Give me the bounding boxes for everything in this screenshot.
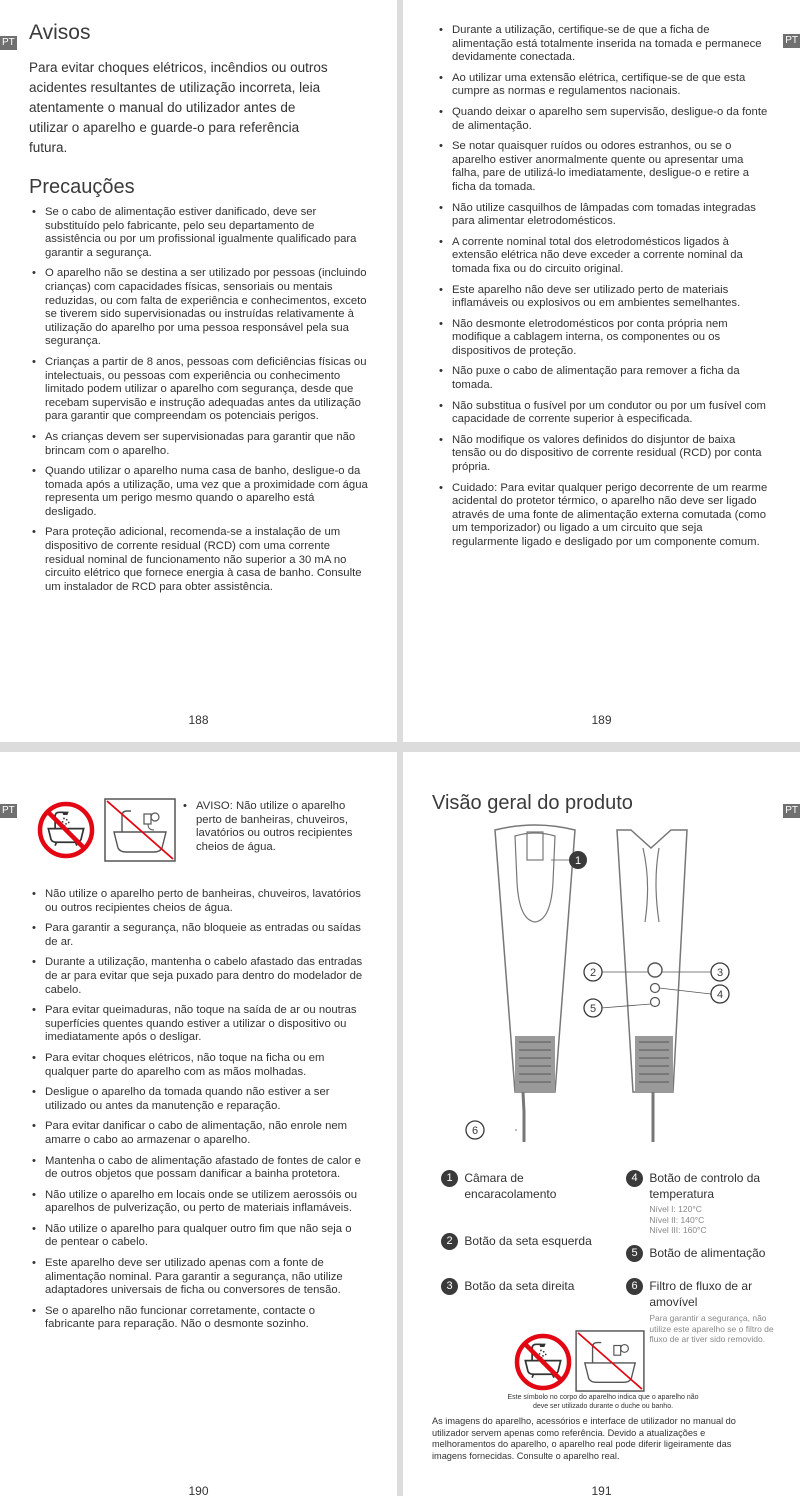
language-tag: PT (785, 35, 798, 46)
part-number: 1 (441, 1170, 458, 1187)
callout-5-label: 5 (589, 1003, 597, 1015)
no-bath-prohibition-icon (36, 800, 96, 860)
part-5 (626, 1245, 786, 1262)
callout-6-label: 6 (471, 1125, 479, 1137)
callout-1-label: 1 (574, 855, 582, 867)
list-item: • Se o aparelho não funcionar corretamente, contacte o fabricante para reparação. Não o desmonte sozinho. (29, 1305, 364, 1332)
appliance-near-bath-icon (575, 1330, 645, 1392)
list-item: • Durante a utilização, certifique-se de que a ficha de alimentação está totalmente inserida na tomada e permanece devidamente conectada. (436, 24, 771, 65)
list-item: • Para garantir a segurança, não bloqueie as entradas ou saídas de ar. (29, 922, 364, 949)
no-bath-prohibition-icon (513, 1332, 573, 1392)
list-item: • Durante a utilização, mantenha o cabelo afastado das entradas de ar para evitar que seja puxado para dentro do modelador de cabelo. (29, 956, 364, 997)
page-190 (0, 752, 397, 1496)
page-title: Avisos (29, 21, 91, 44)
page-189 (403, 0, 800, 742)
part-4 (626, 1170, 776, 1236)
part-label: Câmara de encaracolamento (464, 1171, 557, 1201)
page-number: 189 (591, 713, 612, 727)
callout-4-label: 4 (716, 989, 724, 1001)
list-item: • Se o cabo de alimentação estiver danificado, deve ser substituído pelo fabricante, pelo seu departamento de assistência ou por um profissional igualmente qualificado para garantir a segurança. (29, 206, 369, 260)
language-tag: PT (2, 37, 15, 48)
part-number: 5 (626, 1245, 643, 1262)
part-number: 6 (626, 1278, 643, 1295)
part-label: Filtro de fluxo de ar amovível (649, 1279, 753, 1309)
list-item: • Se notar quaisquer ruídos ou odores estranhos, ou se o aparelho estiver anormalmente quente ou apresentar uma falha, pare de utilizá-lo imediatamente, desligue-o e retire a ficha da tomada. (436, 140, 771, 194)
temp-level-3: Nível III: 160°C (649, 1225, 707, 1235)
list-item: • A corrente nominal total dos eletrodomésticos ligados à extensão elétrica não deve exceder a corrente nominal da tomada fixa ou do circuito original. (436, 236, 771, 277)
part-number: 2 (441, 1233, 458, 1250)
language-tag: PT (785, 805, 798, 816)
page-191 (403, 752, 800, 1496)
part-1 (441, 1170, 601, 1202)
list-item: • Para evitar choques elétricos, não toque na ficha ou em qualquer parte do aparelho com as mãos molhadas. (29, 1052, 364, 1079)
product-diagram (443, 822, 773, 1142)
precautions-list (29, 888, 364, 1339)
language-tag: PT (2, 805, 15, 816)
list-item: • Crianças a partir de 8 anos, pessoas com deficiências físicas ou intelectuais, ou pessoas com experiência ou conhecimento limitado podem utilizar o aparelho com segurança, desde que recebam supervisão e instrução adequadas antes da utilização para garantir que compreendam os potenciais perigos. (29, 356, 369, 424)
warning-callout (180, 800, 355, 861)
page-number: 188 (188, 713, 209, 727)
device-front-view (495, 825, 575, 1142)
callout-3-label: 3 (716, 967, 724, 979)
callout-2-label: 2 (589, 967, 597, 979)
part-label: Botão de controlo da temperatura (649, 1171, 761, 1201)
list-item: • As crianças devem ser supervisionadas para garantir que não brincam com o aparelho. (29, 431, 369, 458)
list-item: • Para evitar queimaduras, não toque na saída de ar ou noutras superfícies quentes quando estiver a utilizar o dispositivo ou imediatamente após o desligar. (29, 1004, 364, 1045)
temp-level-2: Nível II: 140°C (649, 1214, 705, 1225)
part-number: 4 (626, 1170, 643, 1187)
part-note: Para garantir a segurança, não utilize este aparelho se o filtro de fluxo de ar tiver sido removido. (649, 1313, 774, 1344)
part-6 (626, 1278, 778, 1345)
page-number: 190 (188, 1484, 209, 1496)
list-item: • O aparelho não se destina a ser utilizado por pessoas (incluindo crianças) com capacidades físicas, sensoriais ou mentais reduzidas, ou com falta de experiência e conhecimentos, exceto se tiverem sido supervisionadas ou instruídas relativamente à utilização do aparelho por uma pessoa responsável pela sua segurança. (29, 267, 369, 349)
symbol-caption: Este símbolo no corpo do aparelho indica que o aparelho não deve ser utilizado durante o duche ou banho. (507, 1394, 699, 1410)
list-item: • Não puxe o cabo de alimentação para remover a ficha da tomada. (436, 365, 771, 392)
part-2 (441, 1233, 611, 1250)
list-item: • Quando utilizar o aparelho numa casa de banho, desligue-o da tomada após a utilização, uma vez que a proximidade com água representa um perigo mesmo quando o aparelho está desligado. (29, 465, 369, 519)
page-number: 191 (591, 1484, 612, 1496)
part-number: 3 (441, 1278, 458, 1295)
part-label: Botão de alimentação (649, 1246, 766, 1260)
device-side-view (617, 830, 687, 1142)
list-item: • Este aparelho deve ser utilizado apenas com a fonte de alimentação nominal. Para garantir a segurança, não utilize adaptadores universais de ficha ou conversores de tensão. (29, 1257, 364, 1298)
appliance-near-bath-icon (104, 798, 176, 862)
list-item: • Não substitua o fusível por um condutor ou por um fusível com capacidade de corrente superior à especificada. (436, 400, 771, 427)
list-item: • Mantenha o cabo de alimentação afastado de fontes de calor e de outros objetos que possam danificar a bainha protetora. (29, 1155, 364, 1182)
list-item: • Desligue o aparelho da tomada quando não estiver a ser utilizado ou antes da manutenção e reparação. (29, 1086, 364, 1113)
disclaimer: As imagens do aparelho, acessórios e interface de utilizador no manual do utilizador servem apenas como referência. Devido a atualizações e melhoramentos do aparelho, o aparelho real pode diferir ligeiramente das imagens fornecidas. Consulte o aparelho real. (432, 1416, 736, 1461)
list-item: • Cuidado: Para evitar qualquer perigo decorrente de um rearme acidental do protetor térmico, o aparelho não deve ser ligado através de uma fonte de alimentação externa comutada (como um temporizador) ou ligado a um circuito que seja regularmente ligado e desligado por um componente comum. (436, 482, 771, 550)
page-title: Visão geral do produto (432, 792, 633, 814)
list-item: • Não modifique os valores definidos do disjuntor de baixa tensão ou do dispositivo de corrente residual (RCD) por conta própria. (436, 434, 771, 475)
list-item: • AVISO: Não utilize o aparelho perto de banheiras, chuveiros, lavatórios ou outros recipientes cheios de água. (180, 800, 355, 854)
page-188 (0, 0, 397, 742)
temp-level-1: Nível I: 120°C (649, 1204, 702, 1214)
part-label: Botão da seta esquerda (464, 1234, 592, 1248)
list-item: • Quando deixar o aparelho sem supervisão, desligue-o da fonte de alimentação. (436, 106, 771, 133)
list-item: • Este aparelho não deve ser utilizado perto de materiais inflamáveis ou explosivos ou em ambientes semelhantes. (436, 284, 771, 311)
list-item: • Não utilize o aparelho perto de banheiras, chuveiros, lavatórios ou outros recipientes cheios de água. (29, 888, 364, 915)
list-item: • Não utilize casquilhos de lâmpadas com tomadas integradas para alimentar eletrodomésticos. (436, 202, 771, 229)
part-label: Botão da seta direita (464, 1279, 575, 1293)
section-title: Precauções (29, 176, 135, 198)
intro-paragraph: Para evitar choques elétricos, incêndios ou outros acidentes resultantes de utilização incorreta, leia atentamente o manual do utilizador antes de utilizar o aparelho e guarde-o para referência futura. (29, 60, 328, 155)
list-item: • Não utilize o aparelho em locais onde se utilizem aerossóis ou aparelhos de pulverização, ou perto de materiais inflamáveis. (29, 1189, 364, 1216)
part-3 (441, 1278, 611, 1295)
list-item: • Para proteção adicional, recomenda-se a instalação de um dispositivo de corrente residual (RCD) com uma corrente residual nominal de funcionamento não superior a 30 mA no circuito elétrico que fornece energia à casa de banho. Consulte um instalador de RCD para obter assistência. (29, 526, 369, 594)
precautions-list (436, 24, 771, 557)
precautions-list (29, 206, 369, 601)
list-item: • Não desmonte eletrodomésticos por conta própria nem modifique a cablagem interna, os componentes ou os dispositivos de proteção. (436, 318, 771, 359)
list-item: • Não utilize o aparelho para qualquer outro fim que não seja o de pentear o cabelo. (29, 1223, 364, 1250)
list-item: • Para evitar danificar o cabo de alimentação, não enrole nem amarre o cabo ao armazenar o aparelho. (29, 1120, 364, 1147)
list-item: • Ao utilizar uma extensão elétrica, certifique-se de que esta cumpre as normas e regulamentos nacionais. (436, 72, 771, 99)
